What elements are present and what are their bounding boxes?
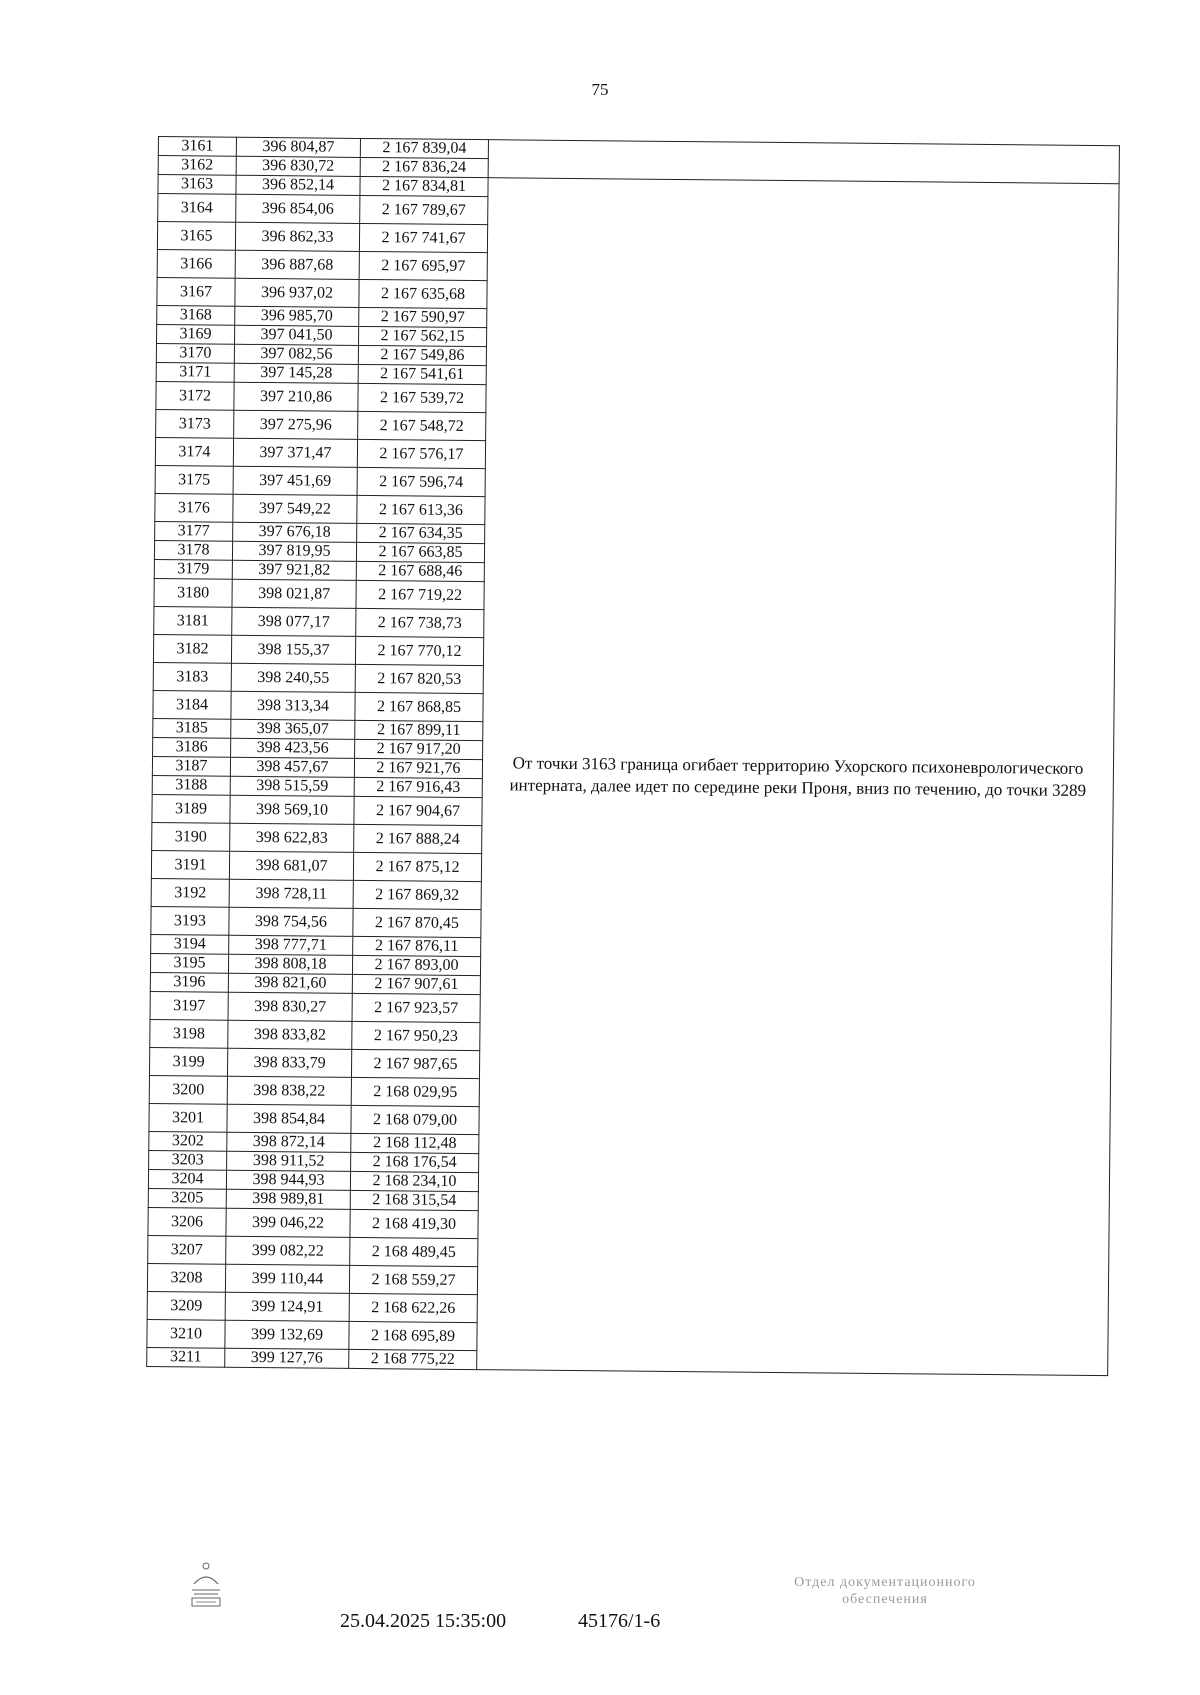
point-number-cell: 3197 xyxy=(150,991,228,1020)
x-coordinate-cell: 398 313,34 xyxy=(231,691,355,720)
point-number-cell: 3161 xyxy=(158,137,236,157)
y-coordinate-cell: 2 168 234,10 xyxy=(350,1171,478,1191)
x-coordinate-cell: 396 985,70 xyxy=(235,306,359,326)
point-number-cell: 3210 xyxy=(147,1319,225,1348)
x-coordinate-cell: 398 365,07 xyxy=(231,719,355,739)
x-coordinate-cell: 396 887,68 xyxy=(235,250,359,279)
y-coordinate-cell: 2 167 907,61 xyxy=(352,974,480,994)
y-coordinate-cell: 2 167 950,23 xyxy=(352,1021,480,1050)
x-coordinate-cell: 398 155,37 xyxy=(231,635,355,664)
x-coordinate-cell: 397 549,22 xyxy=(233,494,357,523)
y-coordinate-cell: 2 167 904,67 xyxy=(354,796,482,825)
footer-timestamp: 25.04.2025 15:35:00 xyxy=(340,1610,507,1632)
y-coordinate-cell: 2 167 635,68 xyxy=(359,279,487,308)
x-coordinate-cell: 398 754,56 xyxy=(229,907,353,936)
x-coordinate-cell: 399 132,69 xyxy=(225,1320,349,1349)
point-number-cell: 3199 xyxy=(149,1047,227,1076)
point-number-cell: 3189 xyxy=(152,794,230,823)
x-coordinate-cell: 397 921,82 xyxy=(232,560,356,580)
point-number-cell: 3192 xyxy=(151,878,229,907)
x-coordinate-cell: 398 872,14 xyxy=(227,1132,351,1152)
point-number-cell: 3172 xyxy=(156,381,234,410)
point-number-cell: 3195 xyxy=(150,953,228,973)
point-number-cell: 3211 xyxy=(147,1347,225,1367)
y-coordinate-cell: 2 167 888,24 xyxy=(354,824,482,853)
y-coordinate-cell: 2 167 548,72 xyxy=(358,411,486,440)
point-number-cell: 3169 xyxy=(157,324,235,344)
x-coordinate-cell: 397 676,18 xyxy=(233,522,357,542)
x-coordinate-cell: 398 240,55 xyxy=(231,663,355,692)
point-number-cell: 3164 xyxy=(158,194,236,223)
point-number-cell: 3194 xyxy=(151,934,229,954)
x-coordinate-cell: 396 830,72 xyxy=(236,156,360,176)
x-coordinate-cell: 398 821,60 xyxy=(228,973,352,993)
point-number-cell: 3190 xyxy=(152,822,230,851)
page-number: 75 xyxy=(591,80,609,99)
x-coordinate-cell: 396 862,33 xyxy=(235,222,359,251)
y-coordinate-cell: 2 167 820,53 xyxy=(355,664,483,693)
point-number-cell: 3163 xyxy=(158,175,236,195)
y-coordinate-cell: 2 167 836,24 xyxy=(360,157,488,177)
point-number-cell: 3198 xyxy=(150,1019,228,1048)
point-number-cell: 3200 xyxy=(149,1075,227,1104)
y-coordinate-cell: 2 167 923,57 xyxy=(352,993,480,1022)
y-coordinate-cell: 2 167 634,35 xyxy=(357,523,485,543)
point-number-cell: 3177 xyxy=(155,521,233,541)
point-number-cell: 3185 xyxy=(153,718,231,738)
y-coordinate-cell: 2 167 893,00 xyxy=(352,955,480,975)
point-number-cell: 3179 xyxy=(154,559,232,579)
y-coordinate-cell: 2 167 590,97 xyxy=(359,307,487,327)
x-coordinate-cell: 398 838,22 xyxy=(227,1076,351,1105)
y-coordinate-cell: 2 167 613,36 xyxy=(357,495,485,524)
point-number-cell: 3208 xyxy=(147,1263,225,1292)
x-coordinate-cell: 399 127,76 xyxy=(225,1348,349,1368)
x-coordinate-cell: 396 854,06 xyxy=(236,194,360,223)
point-number-cell: 3207 xyxy=(148,1235,226,1264)
footer-department xyxy=(740,1574,1030,1608)
x-coordinate-cell: 399 082,22 xyxy=(226,1236,350,1265)
x-coordinate-cell: 396 804,87 xyxy=(236,137,360,157)
point-number-cell: 3186 xyxy=(153,737,231,757)
point-number-cell: 3170 xyxy=(156,343,234,363)
x-coordinate-cell: 398 833,82 xyxy=(228,1020,352,1049)
x-coordinate-cell: 399 124,91 xyxy=(225,1292,349,1321)
x-coordinate-cell: 398 681,07 xyxy=(229,851,353,880)
y-coordinate-cell: 2 167 596,74 xyxy=(357,467,485,496)
point-number-cell: 3180 xyxy=(154,578,232,607)
y-coordinate-cell: 2 167 541,61 xyxy=(358,364,486,384)
x-coordinate-cell: 398 777,71 xyxy=(229,935,353,955)
x-coordinate-cell: 398 830,27 xyxy=(228,992,352,1021)
point-number-cell: 3184 xyxy=(153,690,231,719)
y-coordinate-cell: 2 168 419,30 xyxy=(350,1209,478,1238)
y-coordinate-cell: 2 167 868,85 xyxy=(355,692,483,721)
y-coordinate-cell: 2 167 839,04 xyxy=(360,138,488,158)
point-number-cell: 3181 xyxy=(154,606,232,635)
x-coordinate-cell: 398 728,11 xyxy=(229,879,353,908)
point-number-cell: 3196 xyxy=(150,972,228,992)
y-coordinate-cell: 2 167 549,86 xyxy=(358,345,486,365)
point-number-cell: 3188 xyxy=(152,775,230,795)
y-coordinate-cell: 2 167 834,81 xyxy=(360,176,488,196)
point-number-cell: 3168 xyxy=(157,305,235,325)
point-number-cell: 3178 xyxy=(154,540,232,560)
y-coordinate-cell: 2 168 315,54 xyxy=(350,1190,478,1210)
y-coordinate-cell: 2 168 029,95 xyxy=(351,1077,479,1106)
y-coordinate-cell: 2 167 876,11 xyxy=(353,936,481,956)
y-coordinate-cell: 2 167 917,20 xyxy=(355,739,483,759)
x-coordinate-cell: 397 145,28 xyxy=(234,363,358,383)
x-coordinate-cell: 398 989,81 xyxy=(226,1189,350,1209)
y-coordinate-cell: 2 167 899,11 xyxy=(355,720,483,740)
x-coordinate-cell: 398 569,10 xyxy=(230,795,354,824)
x-coordinate-cell: 398 457,67 xyxy=(230,757,354,777)
y-coordinate-cell: 2 167 738,73 xyxy=(356,608,484,637)
x-coordinate-cell: 398 911,52 xyxy=(227,1151,351,1171)
point-number-cell: 3187 xyxy=(152,756,230,776)
x-coordinate-cell: 397 082,56 xyxy=(234,344,358,364)
y-coordinate-cell: 2 167 870,45 xyxy=(353,908,481,937)
y-coordinate-cell: 2 168 695,89 xyxy=(349,1321,477,1350)
point-number-cell: 3201 xyxy=(149,1103,227,1132)
point-number-cell: 3204 xyxy=(148,1169,226,1189)
y-coordinate-cell: 2 168 559,27 xyxy=(349,1265,477,1294)
x-coordinate-cell: 398 515,59 xyxy=(230,776,354,796)
page-footer xyxy=(0,1560,1200,1640)
point-number-cell: 3165 xyxy=(157,222,235,251)
point-number-cell: 3209 xyxy=(147,1291,225,1320)
footer-department-line2: обеспечения xyxy=(842,1592,928,1607)
x-coordinate-cell: 397 371,47 xyxy=(233,438,357,467)
x-coordinate-cell: 396 852,14 xyxy=(236,175,360,195)
point-number-cell: 3193 xyxy=(151,906,229,935)
point-number-cell: 3167 xyxy=(157,277,235,306)
x-coordinate-cell: 398 833,79 xyxy=(227,1048,351,1077)
point-number-cell: 3205 xyxy=(148,1188,226,1208)
x-coordinate-cell: 397 819,95 xyxy=(232,541,356,561)
y-coordinate-cell: 2 167 987,65 xyxy=(351,1049,479,1078)
coordinates-table xyxy=(146,136,1120,1376)
y-coordinate-cell: 2 167 869,32 xyxy=(353,880,481,909)
point-number-cell: 3174 xyxy=(155,437,233,466)
y-coordinate-cell: 2 167 688,46 xyxy=(356,561,484,581)
x-coordinate-cell: 396 937,02 xyxy=(235,278,359,307)
x-coordinate-cell: 398 808,18 xyxy=(228,954,352,974)
y-coordinate-cell: 2 167 789,67 xyxy=(360,195,488,224)
y-coordinate-cell: 2 167 719,22 xyxy=(356,580,484,609)
point-number-cell: 3171 xyxy=(156,362,234,382)
point-number-cell: 3206 xyxy=(148,1207,226,1236)
x-coordinate-cell: 398 622,83 xyxy=(230,823,354,852)
point-number-cell: 3203 xyxy=(149,1150,227,1170)
footer-department-line1: Отдел документационного xyxy=(794,1575,976,1590)
x-coordinate-cell: 397 275,96 xyxy=(234,410,358,439)
point-number-cell: 3191 xyxy=(151,850,229,879)
y-coordinate-cell: 2 168 176,54 xyxy=(351,1152,479,1172)
point-number-cell: 3182 xyxy=(153,634,231,663)
x-coordinate-cell: 399 046,22 xyxy=(226,1208,350,1237)
x-coordinate-cell: 398 077,17 xyxy=(232,607,356,636)
x-coordinate-cell: 397 210,86 xyxy=(234,382,358,411)
y-coordinate-cell: 2 168 622,26 xyxy=(349,1293,477,1322)
emblem-logo-icon xyxy=(186,1560,226,1610)
point-number-cell: 3162 xyxy=(158,156,236,176)
empty-description-cell xyxy=(488,140,1119,184)
y-coordinate-cell: 2 167 916,43 xyxy=(354,777,482,797)
y-coordinate-cell: 2 167 695,97 xyxy=(359,251,487,280)
x-coordinate-cell: 397 451,69 xyxy=(233,466,357,495)
point-number-cell: 3173 xyxy=(156,409,234,438)
y-coordinate-cell: 2 167 875,12 xyxy=(353,852,481,881)
x-coordinate-cell: 398 854,84 xyxy=(227,1104,351,1133)
x-coordinate-cell: 397 041,50 xyxy=(235,325,359,345)
x-coordinate-cell: 398 021,87 xyxy=(232,579,356,608)
y-coordinate-cell: 2 167 921,76 xyxy=(354,758,482,778)
point-number-cell: 3176 xyxy=(155,493,233,522)
y-coordinate-cell: 2 167 770,12 xyxy=(355,636,483,665)
x-coordinate-cell: 398 944,93 xyxy=(226,1170,350,1190)
y-coordinate-cell: 2 168 775,22 xyxy=(349,1349,477,1369)
x-coordinate-cell: 398 423,56 xyxy=(231,738,355,758)
point-number-cell: 3175 xyxy=(155,465,233,494)
y-coordinate-cell: 2 168 489,45 xyxy=(350,1237,478,1266)
point-number-cell: 3183 xyxy=(153,662,231,691)
boundary-description-cell: От точки 3163 граница огибает территорию Ухорского психоневрологического интерната, далее идет по середине реки Проня, вниз по течению, до точки 3289 xyxy=(477,178,1119,1376)
x-coordinate-cell: 399 110,44 xyxy=(225,1264,349,1293)
footer-doc-number: 45176/1-6 xyxy=(578,1610,661,1632)
y-coordinate-cell: 2 167 741,67 xyxy=(359,223,487,252)
y-coordinate-cell: 2 168 112,48 xyxy=(351,1133,479,1153)
point-number-cell: 3202 xyxy=(149,1131,227,1151)
y-coordinate-cell: 2 167 576,17 xyxy=(357,439,485,468)
point-number-cell: 3166 xyxy=(157,249,235,278)
y-coordinate-cell: 2 167 539,72 xyxy=(358,383,486,412)
y-coordinate-cell: 2 167 663,85 xyxy=(356,542,484,562)
y-coordinate-cell: 2 167 562,15 xyxy=(358,326,486,346)
y-coordinate-cell: 2 168 079,00 xyxy=(351,1105,479,1134)
